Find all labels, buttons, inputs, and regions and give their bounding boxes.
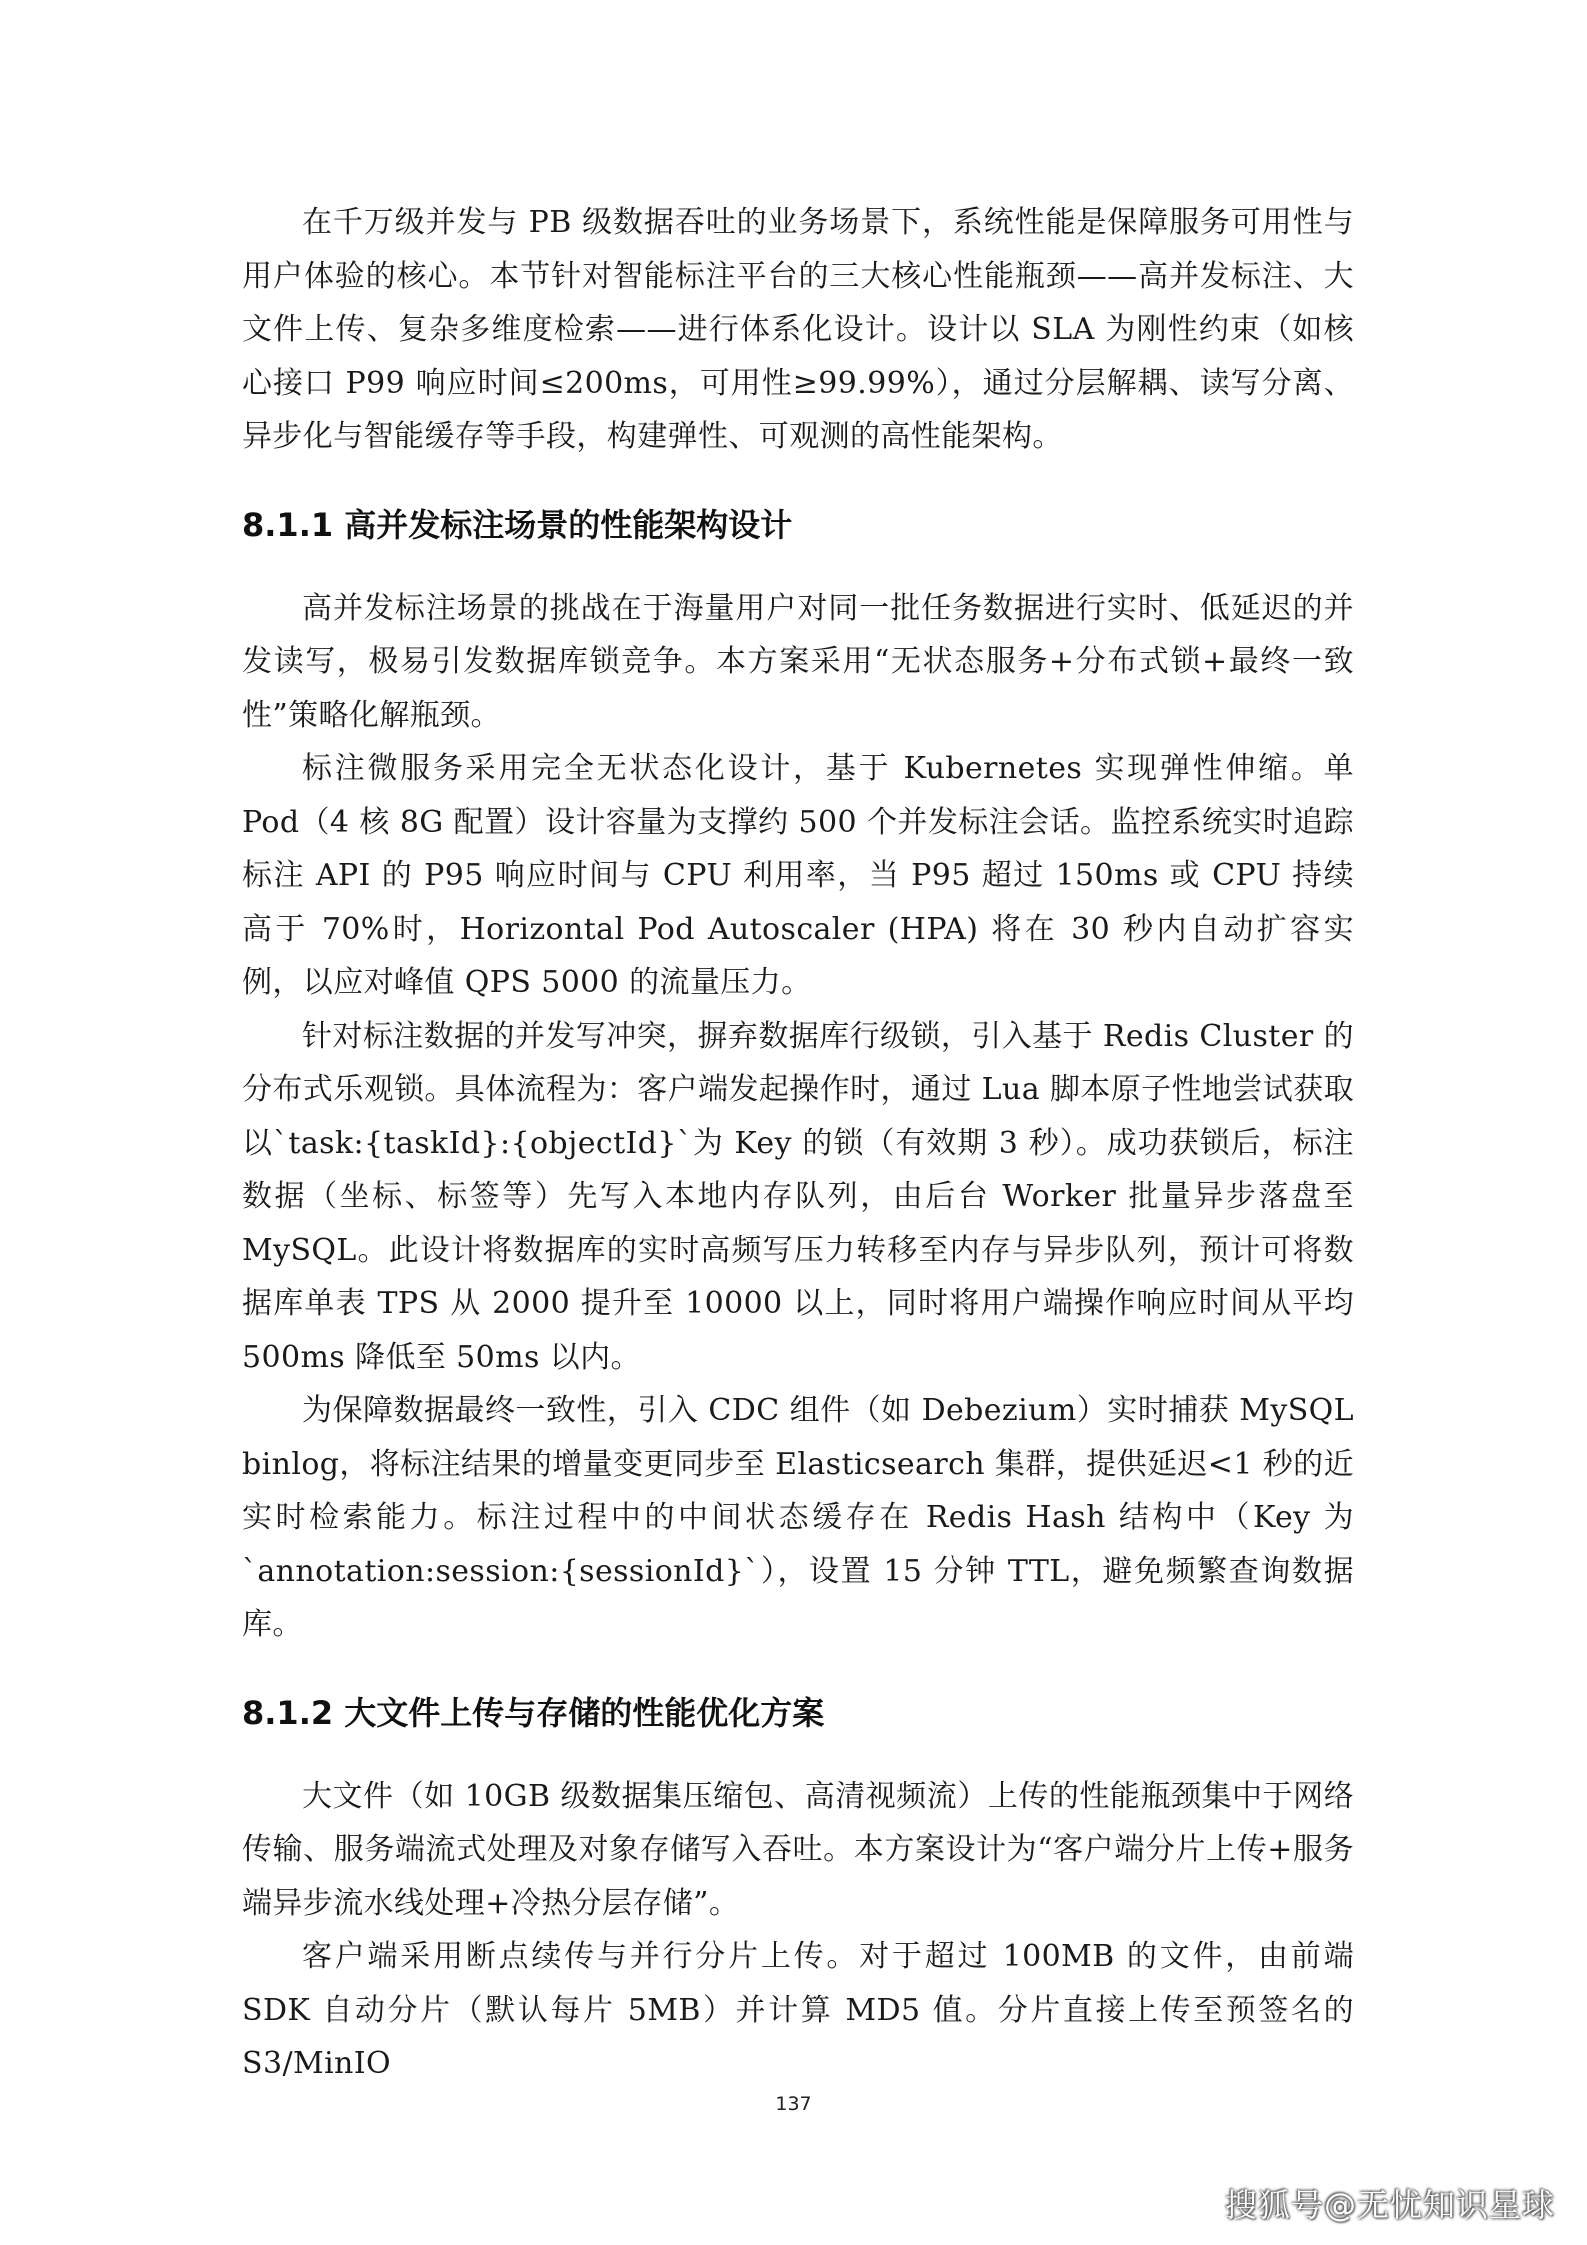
paragraph-8-1-1-1: 高并发标注场景的挑战在于海量用户对同一批任务数据进行实时、低延迟的并发读写，极易引发数据库锁竞争。本方案采用“无状态服务+分布式锁+最终一致性”策略化解瓶颈。	[242, 590, 1354, 733]
paragraph-8-1-2-1: 大文件（如 10GB 级数据集压缩包、高清视频流）上传的性能瓶颈集中于网络传输、服务端流式处理及对象存储写入吞吐。本方案设计为“客户端分片上传+服务端异步流水线处理+冷热分层存储”。	[242, 1778, 1354, 1921]
page-number: 137	[775, 2093, 812, 2115]
source-watermark: 搜狐号@无忧知识星球	[1224, 2186, 1555, 2224]
paragraph-8-1-1-4: 为保障数据最终一致性，引入 CDC 组件（如 Debezium）实时捕获 MySQL binlog，将标注结果的增量变更同步至 Elasticsearch 集群，提供延迟<1 秒的近实时检索能力。标注过程中的中间状态缓存在 Redis Hash 结构中（Key 为`annotation:session:{sessionId}`），设置 15 分钟 TTL，避免频繁查询数据库。	[242, 1393, 1354, 1642]
paragraph-8-1-1-3: 针对标注数据的并发写冲突，摒弃数据库行级锁，引入基于 Redis Cluster 的分布式乐观锁。具体流程为：客户端发起操作时，通过 Lua 脚本原子性地尝试获取以`task:{taskId}:{objectId}`为 Key 的锁（有效期 3 秒）。成功获锁后，标注数据（坐标、标签等）先写入本地内存队列，由后台 Worker 批量异步落盘至 MySQL。此设计将数据库的实时高频写压力转移至内存与异步队列，预计可将数据库单表 TPS 从 2000 提升至 10000 以上，同时将用户端操作响应时间从平均 500ms 降低至 50ms 以内。	[242, 1018, 1354, 1375]
intro-paragraph: 在千万级并发与 PB 级数据吞吐的业务场景下，系统性能是保障服务可用性与用户体验的核心。本节针对智能标注平台的三大核心性能瓶颈——高并发标注、大文件上传、复杂多维度检索——进行体系化设计。设计以 SLA 为刚性约束（如核心接口 P99 响应时间≤200ms，可用性≥99.99%），通过分层解耦、读写分离、异步化与智能缓存等手段，构建弹性、可观测的高性能架构。	[242, 205, 1354, 454]
page-content	[242, 196, 1354, 2091]
section-heading-8-1-2: 8.1.2 大文件上传与存储的性能优化方案	[242, 1693, 825, 1732]
section-heading-8-1-1: 8.1.1 高并发标注场景的性能架构设计	[242, 505, 793, 544]
paragraph-8-1-1-2: 标注微服务采用完全无状态化设计，基于 Kubernetes 实现弹性伸缩。单 Pod（4 核 8G 配置）设计容量为支撑约 500 个并发标注会话。监控系统实时追踪标注 API 的 P95 响应时间与 CPU 利用率，当 P95 超过 150ms 或 CPU 持续高于 70%时，Horizontal Pod Autoscaler (HPA) 将在 30 秒内自动扩容实例，以应对峰值 QPS 5000 的流量压力。	[242, 751, 1354, 1000]
paragraph-8-1-2-2: 客户端采用断点续传与并行分片上传。对于超过 100MB 的文件，由前端 SDK 自动分片（默认每片 5MB）并计算 MD5 值。分片直接上传至预签名的 S3/MinIO	[242, 1939, 1354, 2081]
